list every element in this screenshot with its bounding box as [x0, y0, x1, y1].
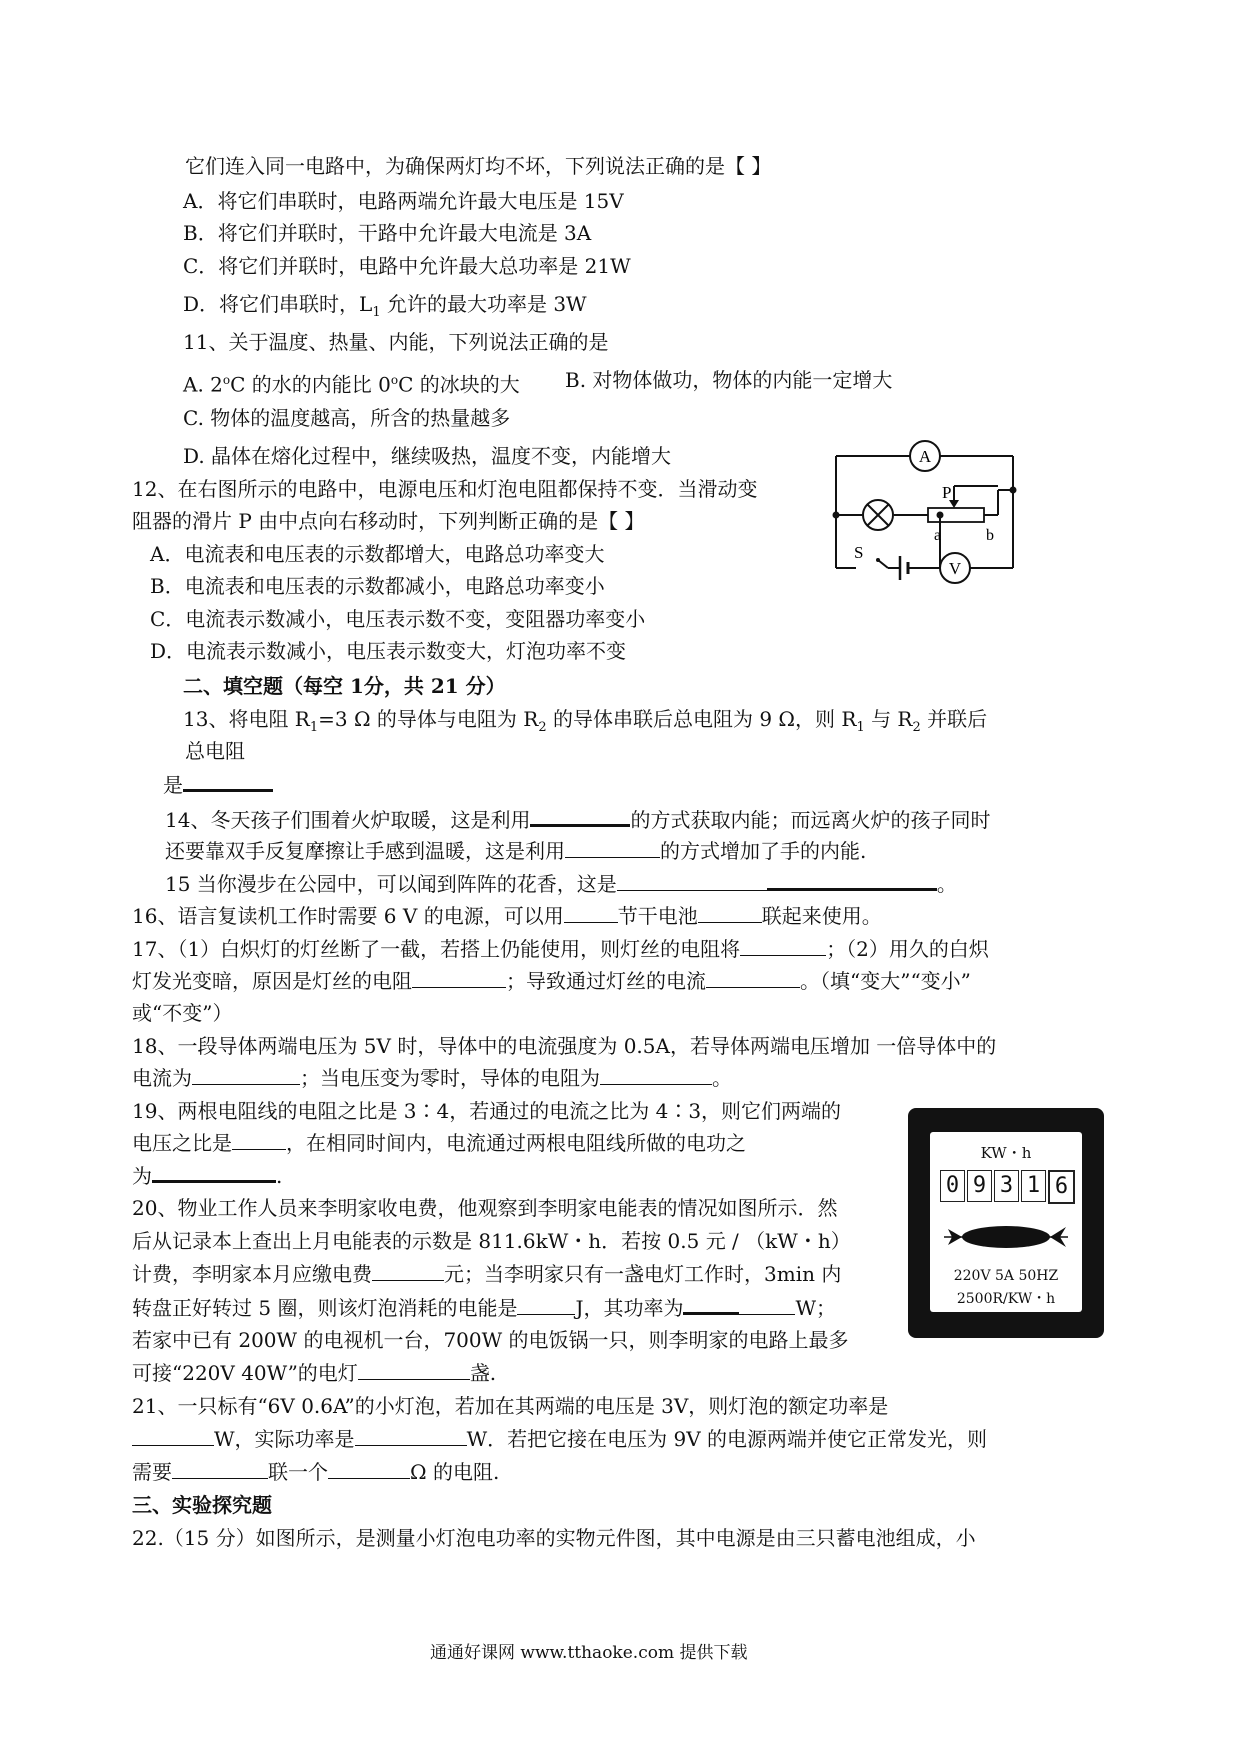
q20-line3: 计费，李明家本月应缴电费 元；当李明家只有一盏电灯工作时，3min 内 — [132, 1262, 842, 1286]
q20-blank-3b[interactable] — [739, 1296, 795, 1315]
q21-line3: 需要 联一个 Ω 的电阻. — [132, 1460, 500, 1484]
q17-blank-3[interactable] — [706, 969, 800, 988]
meter-digit: 3 — [994, 1170, 1019, 1202]
meter-face — [930, 1132, 1082, 1312]
q13-line3: 是 — [163, 771, 273, 798]
q21-blank-4[interactable] — [328, 1460, 410, 1479]
meter-spec-rating: 220V 5A 50HZ — [953, 1268, 1059, 1284]
q21-blank-2[interactable] — [355, 1427, 467, 1446]
q19-line3: 为 . — [132, 1164, 283, 1188]
energy-meter — [908, 1108, 1104, 1338]
rheostat-end-b-label: b — [986, 527, 994, 544]
q10-option-a: A．将它们串联时，电路两端允许最大电压是 15V — [183, 189, 624, 213]
q21-blank-3[interactable] — [172, 1460, 268, 1479]
q11-option-b: B. 对物体做功，物体的内能一定增大 — [565, 368, 893, 392]
q16-line: 16、语言复读机工作时需要 6 V 的电源，可以用 节干电池 联起来使用。 — [132, 904, 882, 928]
q17-line1: 17、（1）白炽灯的灯丝断了一截，若搭上仍能使用，则灯丝的电阻将 ；（2）用久的白炽 — [132, 937, 989, 961]
q19-line1: 19、两根电阻线的电阻之比是 3∶4，若通过的电流之比为 4∶3，则它们两端的 — [132, 1099, 842, 1123]
q20-blank-1[interactable] — [372, 1262, 444, 1281]
q21-line2: W，实际功率是 W．若把它接在电压为 9V 的电源两端并使它正常发光，则 — [132, 1426, 987, 1452]
voltmeter-label: V — [948, 559, 962, 578]
q20-line2: 后从记录本上查出上月电能表的示数是 811.6kW・h．若按 0.5 元 / （kW・h） — [132, 1229, 851, 1253]
q10-stem: 它们连入同一电路中，为确保两灯均不坏，下列说法正确的是【 】 — [185, 154, 772, 178]
meter-spec-constant: 2500R/KW・h — [956, 1291, 1056, 1307]
q14-line1: 14、冬天孩子们围着火炉取暖，这是利用 的方式获取内能；而远离火炉的孩子同时 — [165, 808, 991, 832]
q10-option-c: C．将它们并联时，电路中允许最大总功率是 21W — [183, 254, 631, 278]
q10-option-b: B．将它们并联时，干路中允许最大电流是 3A — [183, 221, 592, 245]
meter-disc-icon — [940, 1217, 1072, 1257]
q22-line1: 22.（15 分）如图所示，是测量小灯泡电功率的实物元件图，其中电源是由三只蓄电池组成，小 — [132, 1526, 976, 1550]
q15-line: 15 当你漫步在公园中，可以闻到阵阵的花香，这是 。 — [165, 872, 957, 896]
q19-blank-1[interactable] — [232, 1131, 286, 1150]
q17-line3: 或“不变”） — [132, 1001, 233, 1025]
q20-blank-2[interactable] — [517, 1296, 575, 1315]
meter-digit: 9 — [967, 1170, 992, 1202]
q21-blank-1[interactable] — [132, 1427, 214, 1446]
q15-blank-2[interactable] — [767, 870, 937, 891]
q20-blank-3a[interactable] — [683, 1294, 739, 1315]
q15-blank-1[interactable] — [617, 872, 767, 891]
q16-blank-1[interactable] — [564, 904, 618, 923]
section2-title: 二、填空题（每空 1分，共 21 分） — [183, 674, 506, 698]
q19-line2: 电压之比是 ，在相同时间内，电流通过两根电阻线所做的电功之 — [132, 1131, 746, 1155]
q12-stem-line1: 12、在右图所示的电路中，电源电压和灯泡电阻都保持不变．当滑动变 — [132, 477, 758, 501]
q19-blank-2[interactable] — [152, 1162, 276, 1183]
q13-blank[interactable] — [183, 771, 273, 792]
q14-blank-2[interactable] — [565, 839, 660, 858]
q21-line1: 21、一只标有“6V 0.6A”的小灯泡，若加在其两端的电压是 3V，则灯泡的额定功率是 — [132, 1394, 889, 1418]
ammeter-icon — [910, 441, 940, 471]
q20-line6: 可接“220V 40W”的电灯 盏. — [132, 1361, 497, 1385]
q11-option-d: D. 晶体在熔化过程中，继续吸热，温度不变，内能增大 — [183, 444, 672, 468]
q20-line5: 若家中已有 200W 的电视机一台，700W 的电饭锅一只，则李明家的电路上最多 — [132, 1328, 849, 1352]
q20-blank-4[interactable] — [358, 1361, 470, 1380]
q12-option-d: D．电流表示数减小，电压表示数变大，灯泡功率不变 — [150, 639, 627, 663]
q18-line2: 电流为 ；当电压变为零时，导体的电阻为 。 — [132, 1066, 732, 1090]
q12-option-b: B．电流表和电压表的示数都减小，电路总功率变小 — [150, 574, 605, 598]
q20-line4: 转盘正好转过 5 圈，则该灯泡消耗的电能是 J，其功率为 W； — [132, 1296, 837, 1320]
q17-line2: 灯发光变暗，原因是灯丝的电阻 ；导致通过灯丝的电流 。（填“变大”“变小” — [132, 969, 971, 993]
ammeter-label: A — [918, 447, 932, 466]
circuit-diagram — [828, 440, 1028, 590]
meter-digit: 6 — [1048, 1170, 1075, 1204]
q14-line2: 还要靠双手反复摩擦让手感到温暖，这是利用 的方式增加了手的内能. — [165, 839, 867, 863]
q17-blank-1[interactable] — [740, 937, 826, 956]
q18-blank-1[interactable] — [192, 1066, 300, 1085]
meter-digit: 1 — [1021, 1170, 1046, 1202]
q16-blank-2[interactable] — [698, 904, 762, 923]
section3-title: 三、实验探究题 — [132, 1493, 272, 1517]
q12-option-a: A．电流表和电压表的示数都增大，电路总功率变大 — [150, 542, 605, 566]
q18-blank-2[interactable] — [600, 1066, 712, 1085]
q11-option-a: A. 2$^o$C 的水的内能比 0$^o$C 的冰块的大 — [183, 372, 520, 397]
q12-option-c: C．电流表示数减小，电压表示数不变，变阻器功率变小 — [150, 607, 646, 631]
q17-blank-2[interactable] — [412, 969, 506, 988]
meter-digits — [940, 1170, 1077, 1204]
rheostat-end-a-label: a — [934, 527, 942, 544]
q11-stem: 11、关于温度、热量、内能，下列说法正确的是 — [183, 330, 609, 354]
meter-digit: 0 — [940, 1170, 965, 1202]
q10-option-d: D．将它们串联时，$L_1$ 允许的最大功率是 3W — [183, 292, 587, 320]
voltmeter-icon — [940, 553, 970, 583]
page-footer: 通通好课网 www.tthaoke.com 提供下载 — [430, 1643, 748, 1663]
lamp-icon — [863, 500, 893, 530]
q18-line1: 18、一段导体两端电压为 5V 时，导体中的电流强度为 0.5A，若导体两端电压增加 一倍导体中的 — [132, 1034, 997, 1058]
switch-label: S — [854, 543, 864, 562]
q12-stem-line2: 阻器的滑片 P 由中点向右移动时，下列判断正确的是【 】 — [132, 509, 645, 533]
q14-blank-1[interactable] — [530, 806, 630, 827]
slider-label: P — [942, 483, 952, 502]
meter-unit: KW・h — [980, 1144, 1032, 1162]
q13-line1: 13、将电阻 $R_1=3$ Ω 的导体与电阻为 $R_2$ 的导体串联后总电阻为 9 Ω，则 $R_1$ 与 $R_2$ 并联后 — [183, 707, 988, 735]
q13-line2: 总电阻 — [185, 739, 245, 763]
q11-option-c: C. 物体的温度越高，所含的热量越多 — [183, 406, 511, 430]
q20-line1: 20、物业工作人员来李明家收电费，他观察到李明家电能表的情况如图所示．然 — [132, 1196, 838, 1220]
